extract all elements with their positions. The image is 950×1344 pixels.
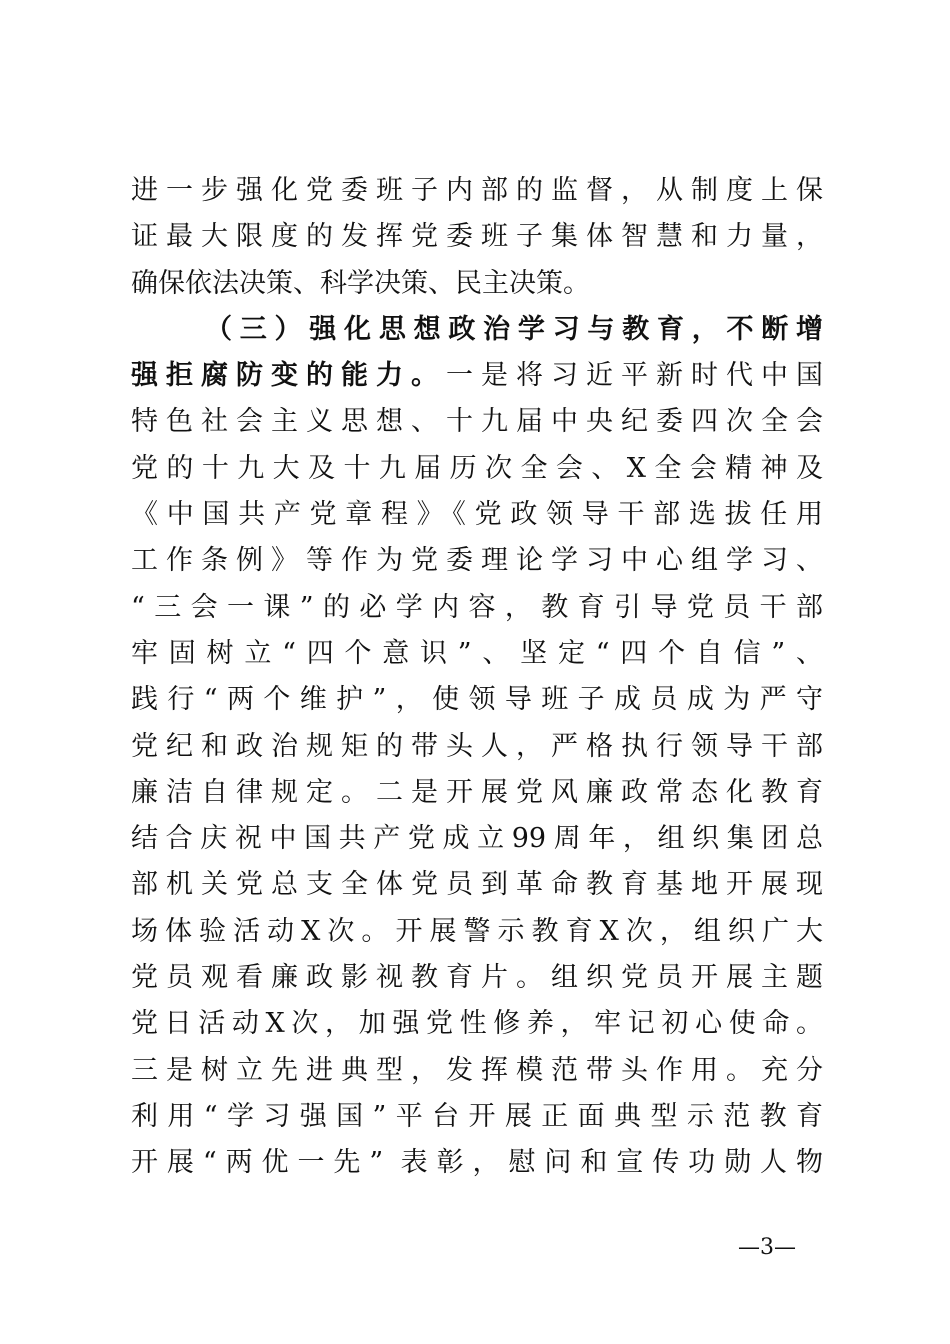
text-line: 特色社会主义思想、十九届中央纪委四次全会	[131, 406, 823, 438]
section-heading-line: （三）强化思想政治学习与教育，不断增	[205, 313, 823, 345]
text-line: 开展“两优一先” 表彰，慰问和宣传功勋人物	[131, 1147, 823, 1179]
text-line: 利用“学习强国”平台开展正面典型示范教育	[131, 1100, 823, 1132]
text-line: 进一步强化党委班子内部的监督，从制度上保	[131, 175, 823, 206]
page-number: —3—	[738, 1235, 796, 1260]
text-line: 党员观看廉政影视教育片。组织党员开展主题	[131, 962, 823, 994]
text-line: 廉洁自律规定。二是开展党风廉政常态化教育	[131, 776, 823, 808]
text-line: “三会一课”的必学内容，教育引导党员干部	[131, 591, 823, 623]
text-line: 党的十九大及十九届历次全会、X全会精神及	[131, 452, 823, 484]
text-line: 《中国共产党章程》《党政领导干部选拔任用	[131, 499, 823, 531]
text-line: 党纪和政治规矩的带头人，严格执行领导干部	[131, 730, 823, 762]
text-line: 践行“两个维护”，使领导班子成员成为严守	[131, 684, 823, 716]
text-line: 结合庆祝中国共产党成立99周年，组织集团总	[131, 823, 823, 855]
text-line: 工作条例》等作为党委理论学习中心组学习、	[131, 545, 823, 577]
text-line: 部机关党总支全体党员到革命教育基地开展现	[131, 869, 823, 901]
body-text	[131, 168, 823, 1187]
text-line: 牢固树立“四个意识”、坚定“四个自信”、	[131, 637, 823, 669]
text-line: 场体验活动X次。开展警示教育X次，组织广大	[131, 915, 823, 947]
section-heading-line	[131, 353, 823, 399]
text-line: 确保依法决策、科学决策、民主决策。	[131, 267, 590, 299]
section-heading-text: 强拒腐防变的能力。	[131, 360, 446, 392]
text-line: 三是树立先进典型，发挥模范带头作用。充分	[131, 1054, 823, 1086]
text-line: 证最大限度的发挥党委班子集体智慧和力量，	[131, 221, 823, 253]
text-span: 一是将习近平新时代中国	[446, 360, 823, 392]
text-line: 党日活动X次，加强党性修养，牢记初心使命。	[131, 1008, 823, 1040]
